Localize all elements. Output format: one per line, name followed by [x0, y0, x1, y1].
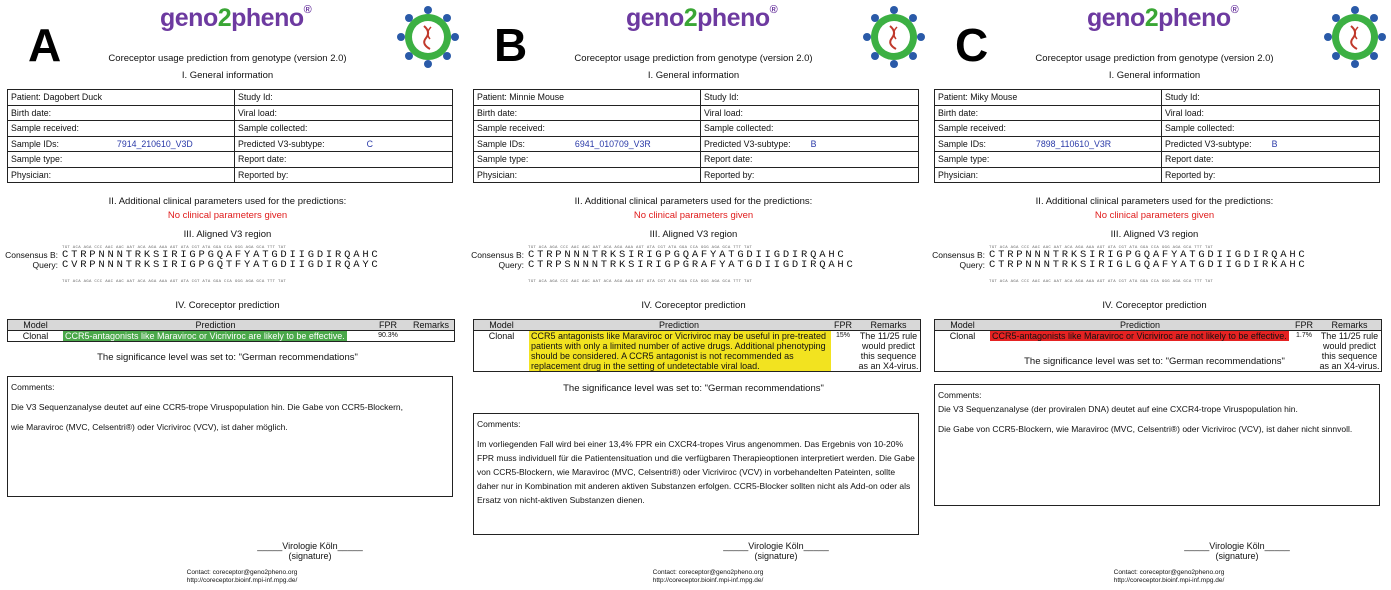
no-params-text: No clinical parameters given: [633, 210, 754, 221]
geno2pheno-logo: geno2pheno®: [626, 4, 778, 32]
query-sequence: CTRPNNNTRKSIRIGLGQAFYATGDIIGDIRKAHC: [989, 259, 1308, 271]
contact-info: Contact: coreceptor@geno2pheno.org http://coreceptor.bioinf.mpi-inf.mpg.de/: [1113, 569, 1225, 584]
contact-info: Contact: coreceptor@geno2pheno.org http://coreceptor.bioinf.mpi-inf.mpg.de/: [652, 569, 764, 584]
section-additional-heading: II. Additional clinical parameters used for the predictions:: [108, 196, 347, 207]
general-info-table: Patient: Minnie Mouse Study Id: Birth date: Viral load: Sample received: Sample collected: Sample IDs: 6941_010709_V3R Predicted V3-subtype: B Sample type: Report date: Physician: Reported by:: [473, 89, 919, 183]
section-general-heading: I. General information: [647, 70, 740, 81]
section-coreceptor-heading: IV. Coreceptor prediction: [175, 300, 280, 311]
query-sequence: CTRPSNNNTRKSIRIGPGRAFYATGDIIGDIRQAHC: [528, 259, 856, 271]
consensus-sequence: CTRPNNNTRKSIRIGPGQAFYATGDIIGDIRQAHC: [528, 249, 847, 261]
query-sequence: CVRPNNNTRKSIRIGPGQTFYATGDIIGDIRQAYC: [62, 259, 381, 271]
comment-paragraph: Im vorliegenden Fall wird bei einer 13,4% FPR ein CXCR4-tropes Virus angenommen. Das Ergebnis von 10-20% FPR muss individuell für die Patientensituation und die verfügbaren Therapieoptionen interpretiert werden. Die Gabe von CCR5-Blockern, wie Maraviroc (MVC, Celsentri®) oder Vicriviroc (VCV) in vorbehandelten Pateinten, sollte daher nur in Kombination mit anderen aktiven Substanzen erfolgen. CCR5-Blocker sollten nicht als Add-on oder als Ersatz von nicht-aktiven Substanzen dienen.: [477, 439, 915, 505]
v3-alignment: TGT ACA AGA CCC AAC AAC AAT ACA AGA AAA AGT ATA CGT ATA GGA CCA GGG AGA GCA TTT TAT Consensus B: CTRPNNNTRKSIRIGPGQAFYATGDIIGDIRQAHC Query: CVRPNNNTRKSIRIGPGQTFYATGDIIGDIRQAYC TGT ACA AGA CCC AAC AAC AAT ACA AGA AAA AGT ATA CGT ATA GGA CCA GGG AGA GCA TTT TAT: [5, 246, 381, 284]
signature-block: _____Virologie Köln_____ (signature): [1184, 541, 1290, 561]
comments-box: Comments: Im vorliegenden Fall wird bei einer 13,4% FPR ein CXCR4-tropes Virus angenommen. Das Ergebnis von 10-20% FPR muss individuell für die Patientensituation und die verfügbaren Therapieoptionen interpretiert werden. Die Gabe von CCR5-Blockern, wie Maraviroc (MVC, Celsentri®) oder Vicriviroc (VCV) in vorbehandelten Pateinten, sollte daher nur in Kombination mit anderen aktiven Substanzen erfolgen. CCR5-Blocker sollten nicht als Add-on oder als Ersatz von nicht-aktiven Substanzen dienen.: [473, 413, 919, 535]
no-params-text: No clinical parameters given: [167, 210, 288, 221]
section-aligned-heading: III. Aligned V3 region: [183, 229, 272, 240]
section-additional-heading: II. Additional clinical parameters used for the predictions:: [574, 196, 813, 207]
v3-alignment: TGT ACA AGA CCC AAC AAC AAT ACA AGA AAA AGT ATA CGT ATA GGA CCA GGG AGA GCA TTT TAT Consensus B: CTRPNNNTRKSIRIGPGQAFYATGDIIGDIRQAHC Query: CTRPNNNTRKSIRIGLGQAFYATGDIIGDIRKAHC TGT ACA AGA CCC AAC AAC AAT ACA AGA AAA AGT ATA CGT ATA GGA CCA GGG AGA GCA TTT TAT: [932, 246, 1308, 284]
section-additional-heading: II. Additional clinical parameters used for the predictions:: [1035, 196, 1274, 207]
comments-box: Comments: Die V3 Sequenzanalyse (der proviralen DNA) deutet auf eine CXCR4-trope Viruspopulation hin. Die Gabe von CCR5-Blockern, wie Maraviroc (MVC, Celsentri®) oder Vicriviroc (VCV), ist daher nicht sinnvoll.: [934, 384, 1380, 506]
model-value: Clonal: [949, 331, 976, 341]
v3-subtype: B: [1271, 138, 1278, 149]
comment-paragraph: Die V3 Sequenzanalyse deutet auf eine CCR5-trope Viruspopulation hin. Die Gabe von CCR5-Blockern,: [11, 402, 404, 412]
section-coreceptor-heading: IV. Coreceptor prediction: [1102, 300, 1207, 311]
report-subtitle: Coreceptor usage prediction from genotype (version 2.0): [1035, 53, 1274, 64]
section-coreceptor-heading: IV. Coreceptor prediction: [641, 300, 746, 311]
remarks-text: The 11/25 rule would predict this sequence as an X4-virus.: [1319, 331, 1380, 371]
general-info-table: Patient: Dagobert Duck Study Id: Birth date: Viral load: Sample received: Sample collected: Sample IDs: 7914_210610_V3D Predicted V3-subtype: C Sample type: Report date: Physician: Reported by:: [7, 89, 453, 183]
contact-info: Contact: coreceptor@geno2pheno.org http://coreceptor.bioinf.mpi-inf.mpg.de/: [186, 569, 298, 584]
report-panel-c: [927, 0, 1382, 590]
comments-box: Comments: Die V3 Sequenzanalyse deutet auf eine CCR5-trope Viruspopulation hin. Die Gabe von CCR5-Blockern, wie Maraviroc (MVC, Celsentri®) oder Vicriviroc (VCV), ist daher möglich.: [7, 376, 453, 497]
geno2pheno-logo: geno2pheno®: [1087, 4, 1239, 32]
report-subtitle: Coreceptor usage prediction from genotype (version 2.0): [108, 53, 347, 64]
fpr-value: 15%: [835, 332, 850, 339]
consensus-sequence: CTRPNNNTRKSIRIGPGQAFYATGDIIGDIRQAHC: [62, 249, 381, 261]
significance-text: The significance level was set to: "German recommendations": [1024, 356, 1285, 367]
section-aligned-heading: III. Aligned V3 region: [1110, 229, 1199, 240]
prediction-text: CCR5-antagonists like Maraviroc or Vicriviroc are not likely to be effective.: [992, 331, 1287, 341]
sample-id: 7898_110610_V3R: [1035, 138, 1112, 149]
sample-id: 6941_010709_V3R: [574, 138, 651, 149]
consensus-sequence: CTRPNNNTRKSIRIGPGQAFYATGDIIGDIRQAHC: [989, 249, 1308, 261]
report-panel-a: [0, 0, 455, 590]
prediction-table: Model Prediction FPR Remarks Clonal CCR5 antagonists like Maraviroc or Vicriviroc may be useful in pre-treated patients with only a limited number of active drugs. Additional phenotyping should be considered. A CCR5 antagonist is not recommended as replacement drug in the setting of undetectable viral load. 15% The 11/25 rule would predict this sequence as an X4-virus.: [473, 319, 921, 372]
comment-paragraph: Die V3 Sequenzanalyse (der proviralen DNA) deutet auf eine CXCR4-trope Viruspopulation hin.: [938, 404, 1298, 414]
panel-letter: C: [955, 19, 989, 71]
model-value: Clonal: [22, 331, 49, 341]
v3-subtype: C: [366, 138, 373, 149]
sample-id: 7914_210610_V3D: [116, 138, 193, 149]
patient-name: Dagobert Duck: [43, 92, 102, 103]
comment-paragraph: wie Maraviroc (MVC, Celsentri®) oder Vicriviroc (VCV), ist daher möglich.: [11, 422, 288, 432]
comment-paragraph: Die Gabe von CCR5-Blockern, wie Maraviroc (MVC, Celsentri®) oder Vicriviroc (VCV), ist daher nicht sinnvoll.: [938, 424, 1353, 434]
significance-text: The significance level was set to: "German recommendations": [563, 383, 824, 394]
patient-name: Miky Mouse: [970, 92, 1018, 103]
prediction-table: Model Prediction FPR Remarks Clonal CCR5-antagonists like Maraviroc or Vicriviroc are likely to be effective. 90.3%: [7, 319, 455, 342]
prediction-table: Model Prediction FPR Remarks Clonal CCR5-antagonists like Maraviroc or Vicriviroc are not likely to be effective. 1.7% The 11/25 rule would predict this sequence as an X4-virus.: [934, 319, 1382, 372]
fpr-value: 90.3%: [378, 332, 398, 339]
section-aligned-heading: III. Aligned V3 region: [649, 229, 738, 240]
prediction-text: CCR5-antagonists like Maraviroc or Vicriviroc are likely to be effective.: [65, 331, 345, 341]
general-info-table: Patient: Miky Mouse Study Id: Birth date: Viral load: Sample received: Sample collected: Sample IDs: 7898_110610_V3R Predicted V3-subtype: B Sample type: Report date: Physician: Reported by:: [934, 89, 1380, 183]
report-subtitle: Coreceptor usage prediction from genotype (version 2.0): [574, 53, 813, 64]
remarks-text: The 11/25 rule would predict this sequence as an X4-virus.: [858, 331, 919, 371]
section-general-heading: I. General information: [1108, 70, 1201, 81]
section-general-heading: I. General information: [181, 70, 274, 81]
patient-name: Minnie Mouse: [509, 92, 565, 103]
no-params-text: No clinical parameters given: [1094, 210, 1215, 221]
v3-alignment: TGT ACA AGA CCC AAC AAC AAT ACA AGA AAA AGT ATA CGT ATA GGA CCA GGG AGA GCA TTT TAT Consensus B: CTRPNNNTRKSIRIGPGQAFYATGDIIGDIRQAHC Query: CTRPSNNNTRKSIRIGPGRAFYATGDIIGDIRQAHC TGT ACA AGA CCC AAC AAC AAT ACA AGA AAA AGT ATA CGT ATA GGA CCA GGG AGA GCA TTT TAT: [471, 246, 856, 284]
panel-letter: A: [28, 19, 62, 71]
prediction-text: CCR5 antagonists like Maraviroc or Vicriviroc may be useful in pre-treated patients with only a limited number of active drugs. Additional phenotyping should be considered. A CCR5 antagonist is not recommended as replacement drug in the setting of undetectable viral load.: [529, 331, 831, 371]
report-panel-b: [466, 0, 921, 590]
geno2pheno-logo: geno2pheno®: [160, 4, 312, 32]
signature-block: _____Virologie Köln_____ (signature): [723, 541, 829, 561]
significance-text: The significance level was set to: "German recommendations": [97, 352, 358, 363]
fpr-value: 1.7%: [1296, 332, 1312, 339]
remarks-text: [408, 331, 454, 341]
v3-subtype: B: [810, 138, 817, 149]
signature-block: _____Virologie Köln_____ (signature): [257, 541, 363, 561]
model-value: Clonal: [488, 331, 515, 341]
panel-letter: B: [494, 19, 528, 71]
